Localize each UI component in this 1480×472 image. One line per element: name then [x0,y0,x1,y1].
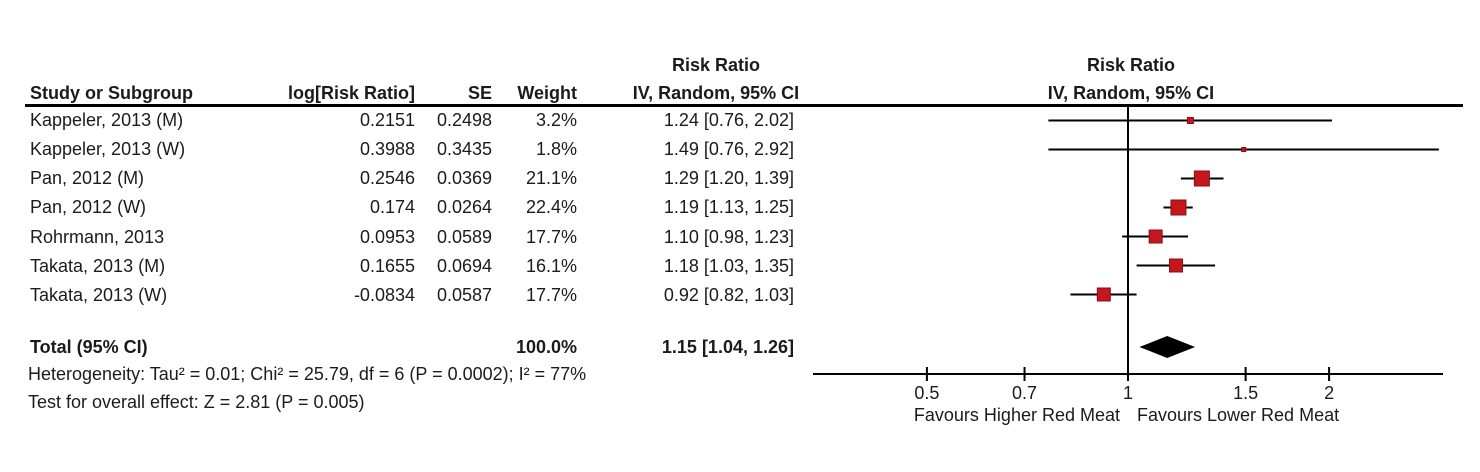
axis-tick-label: 1 [1122,383,1133,403]
total-weight-cell: 100.0% [515,337,577,357]
log-rr-cell: 0.3988 [359,139,415,159]
total-label-cell: Total (95% CI) [30,337,148,357]
study-label-cell: Takata, 2013 (M) [30,256,166,276]
col-header-log-rr: log[Risk Ratio] [287,83,415,103]
ci-cell: 1.24 [0.76, 2.02] [663,110,794,130]
se-cell: 0.0369 [436,168,492,188]
right-effect-header-line2: IV, Random, 95% CI [1047,83,1215,103]
weight-cell: 16.1% [525,256,577,276]
favours-left-label: Favours Higher Red Meat [913,405,1120,425]
weight-cell: 22.4% [525,197,577,217]
total-ci-cell: 1.15 [1.04, 1.26] [661,337,794,357]
weight-cell: 3.2% [535,110,577,130]
right-effect-header-line1: Risk Ratio [1086,55,1176,75]
log-rr-cell: 0.2546 [359,168,415,188]
weight-cell: 21.1% [525,168,577,188]
weight-cell: 17.7% [525,227,577,247]
study-marker [1242,148,1246,152]
se-cell: 0.0264 [436,197,492,217]
log-rr-cell: 0.1655 [359,256,415,276]
left-effect-header-line1: Risk Ratio [671,55,761,75]
overall-effect-note: Test for overall effect: Z = 2.81 (P = 0.005) [28,392,365,412]
study-label-cell: Pan, 2012 (M) [30,168,145,188]
axis-tick-label: 0.5 [914,383,940,403]
ci-cell: 1.18 [1.03, 1.35] [663,256,794,276]
left-effect-header-line2: IV, Random, 95% CI [632,83,800,103]
heterogeneity-note: Heterogeneity: Tau² = 0.01; Chi² = 25.79, df = 6 (P = 0.0002); I² = 77% [28,364,587,384]
summary-diamond [1139,336,1195,358]
weight-cell: 1.8% [535,139,577,159]
col-header-se: SE [467,83,492,103]
col-header-weight: Weight [517,83,577,103]
study-label-cell: Kappeler, 2013 (M) [30,110,184,130]
ci-cell: 1.29 [1.20, 1.39] [663,168,794,188]
study-marker [1194,171,1209,186]
col-header-study: Study or Subgroup [30,83,193,103]
study-marker [1187,118,1193,124]
ci-cell: 1.49 [0.76, 2.92] [663,139,794,159]
study-marker [1149,230,1162,243]
ci-cell: 0.92 [0.82, 1.03] [663,285,794,305]
log-rr-cell: -0.0834 [353,285,415,305]
study-marker [1097,288,1110,301]
axis-tick-label: 0.7 [1012,383,1038,403]
axis-tick-label: 1.5 [1233,383,1259,403]
se-cell: 0.2498 [436,110,492,130]
study-label-cell: Pan, 2012 (W) [30,197,147,217]
weight-cell: 17.7% [525,285,577,305]
se-cell: 0.3435 [436,139,492,159]
axis-tick-label: 2 [1324,383,1335,403]
favours-right-label: Favours Lower Red Meat [1137,405,1340,425]
study-marker [1171,200,1186,215]
study-marker [1170,259,1183,272]
se-cell: 0.0587 [436,285,492,305]
log-rr-cell: 0.2151 [359,110,415,130]
study-label-cell: Takata, 2013 (W) [30,285,168,305]
ci-cell: 1.19 [1.13, 1.25] [663,197,794,217]
se-cell: 0.0589 [436,227,492,247]
log-rr-cell: 0.0953 [359,227,415,247]
se-cell: 0.0694 [436,256,492,276]
study-label-cell: Rohrmann, 2013 [30,227,165,247]
study-label-cell: Kappeler, 2013 (W) [30,139,186,159]
ci-cell: 1.10 [0.98, 1.23] [663,227,794,247]
log-rr-cell: 0.174 [369,197,415,217]
